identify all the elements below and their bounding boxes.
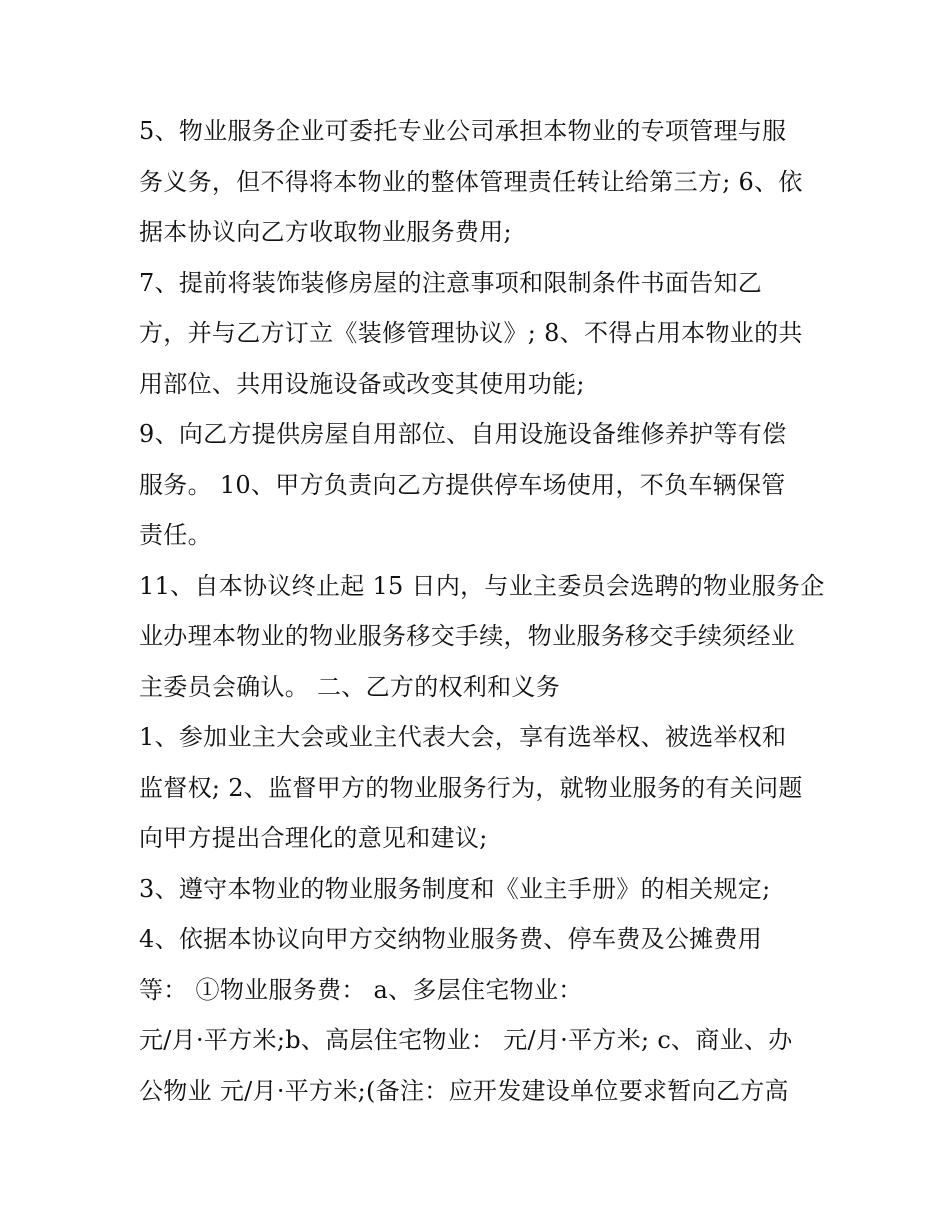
- text-line: 1、参加业主大会或业主代表大会，享有选举权、被选举权和: [139, 723, 787, 751]
- text-line: 向甲方提出合理化的意见和建议;: [139, 824, 488, 852]
- text-line: 3、遵守本物业的物业服务制度和《业主手册》的相关规定;: [139, 874, 771, 903]
- text-line: 4、依据本协议向甲方交纳物业服务费、停车费及公摊费用: [139, 925, 763, 953]
- text-line: 据本协议向乙方收取物业服务费用;: [139, 218, 512, 246]
- text-line: 7、提前将装饰装修房屋的注意事项和限制条件书面告知乙: [139, 268, 763, 297]
- text-line: 务义务，但不得将本物业的整体管理责任转让给第三方; 6、依: [139, 167, 803, 196]
- text-line: 责任。: [139, 521, 212, 549]
- text-line: 用部位、共用设施设备或改变其使用功能;: [139, 369, 585, 398]
- text-line: 主委员会确认。 二、乙方的权利和义务: [139, 672, 561, 701]
- text-line: 监督权; 2、监督甲方的物业服务行为，就物业服务的有关问题: [139, 773, 803, 802]
- text-line: 9、向乙方提供房屋自用部位、自用设施设备维修养护等有偿: [139, 420, 787, 448]
- text-line: 公物业 元/月·平方米;(备注：应开发建设单位要求暂向乙方高: [139, 1076, 789, 1105]
- text-line: 等： ①物业服务费： a、多层住宅物业：: [139, 975, 583, 1004]
- text-line: 5、物业服务企业可委托专业公司承担本物业的专项管理与服: [139, 117, 787, 145]
- text-line: 服务。 10、甲方负责向乙方提供停车场使用，不负车辆保管: [139, 470, 786, 499]
- text-line: 方，并与乙方订立《装修管理协议》; 8、不得占用本物业的共: [139, 319, 803, 347]
- text-line: 元/月·平方米;b、高层住宅物业： 元/月·平方米; c、商业、办: [139, 1026, 793, 1054]
- text-line: 11、自本协议终止起 15 日内，与业主委员会选聘的物业服务企: [139, 571, 825, 600]
- document-body: [139, 106, 825, 1116]
- text-line: 业办理本物业的物业服务移交手续，物业服务移交手续须经业: [139, 622, 796, 650]
